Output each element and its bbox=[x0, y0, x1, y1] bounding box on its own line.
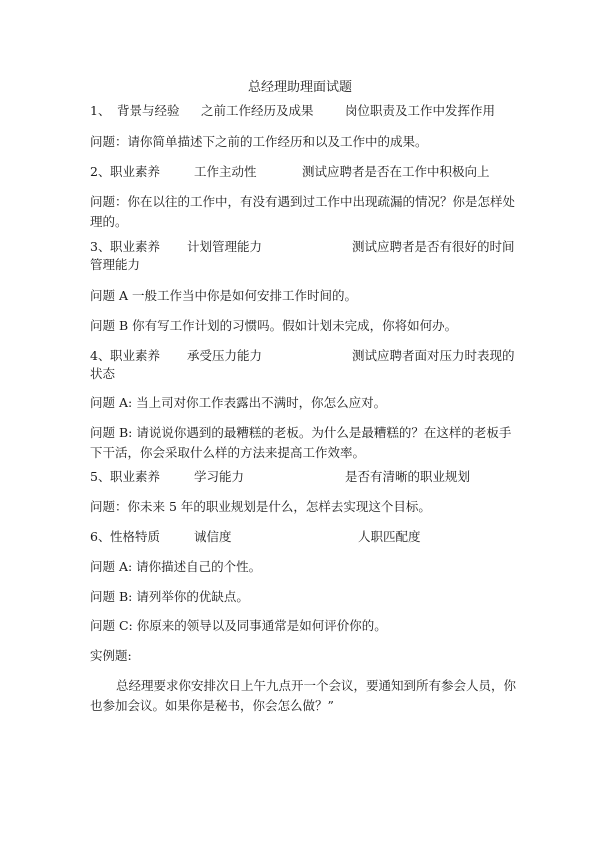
section-5-number: 5、 bbox=[90, 469, 111, 484]
section-2-purpose: 测试应聘者是否在工作中积极向上 bbox=[302, 164, 490, 179]
section-4-purpose-continued: 状态 bbox=[90, 366, 116, 381]
section-3-question-b: 问题 B 你有写工作计划的习惯吗。假如计划未完成，你将如何办。 bbox=[90, 318, 458, 333]
section-6-item: 诚信度 bbox=[194, 529, 232, 544]
section-4-purpose: 测试应聘者面对压力时表现的 bbox=[352, 348, 515, 363]
section-4-number: 4、 bbox=[90, 348, 111, 363]
section-6-question-b: 问题 B: 请列举你的优缺点。 bbox=[90, 589, 249, 604]
section-1-question-1: 问题：请你简单描述下之前的工作经历和以及工作中的成果。 bbox=[90, 134, 428, 149]
section-2-category: 职业素养 bbox=[110, 164, 161, 179]
section-6-number: 6、 bbox=[90, 529, 111, 544]
page-title: 总经理助理面试题 bbox=[247, 80, 352, 95]
section-1-category: 背景与经验 bbox=[117, 103, 180, 118]
section-5-item: 学习能力 bbox=[194, 469, 245, 484]
section-6-question-c: 问题 C: 你原来的领导以及同事通常是如何评价你的。 bbox=[90, 618, 387, 633]
section-3-item: 计划管理能力 bbox=[187, 239, 263, 254]
section-6-question-a: 问题 A: 请你描述自己的个性。 bbox=[90, 559, 262, 574]
section-1-item: 之前工作经历及成果 bbox=[201, 103, 314, 118]
section-4-question-a: 问题 A: 当上司对你工作表露出不满时，你怎么应对。 bbox=[90, 395, 387, 410]
section-2-number: 2、 bbox=[90, 164, 111, 179]
section-3-purpose-continued: 管理能力 bbox=[90, 257, 141, 272]
section-1-number: 1、 bbox=[90, 103, 111, 118]
section-3-question-a: 问题 A 一般工作当中你是如何安排工作时间的。 bbox=[90, 288, 357, 303]
section-6-purpose: 人职匹配度 bbox=[358, 529, 421, 544]
section-4-item: 承受压力能力 bbox=[187, 348, 263, 363]
section-2-item: 工作主动性 bbox=[194, 164, 257, 179]
section-3-category: 职业素养 bbox=[110, 239, 161, 254]
example-text: 总经理要求你安排次日上午九点开一个会议，要通知到所有参会人员，你也参加会议。如果你是秘书，你会怎么做？” bbox=[90, 678, 517, 713]
section-6-category: 性格特质 bbox=[110, 529, 161, 544]
section-1-purpose: 岗位职责及工作中发挥作用 bbox=[345, 103, 496, 118]
section-3-number: 3、 bbox=[90, 239, 111, 254]
section-5-question-1: 问题：你未来 5 年的职业规划是什么，怎样去实现这个目标。 bbox=[90, 499, 431, 514]
section-5-purpose: 是否有清晰的职业规划 bbox=[345, 469, 471, 484]
section-2-question-1: 问题：你在以往的工作中，有没有遇到过工作中出现疏漏的情况？你是怎样处理的。 bbox=[90, 194, 516, 229]
section-4-category: 职业素养 bbox=[110, 348, 161, 363]
example-label: 实例题: bbox=[90, 648, 132, 663]
section-4-question-b: 问题 B: 请说说你遇到的最糟糕的老板。为什么是最糟糕的？在这样的老板手下干活，你会采取什么样的方法来提高工作效率。 bbox=[90, 425, 512, 460]
section-3-purpose: 测试应聘者是否有很好的时间 bbox=[352, 239, 515, 254]
section-5-category: 职业素养 bbox=[110, 469, 161, 484]
